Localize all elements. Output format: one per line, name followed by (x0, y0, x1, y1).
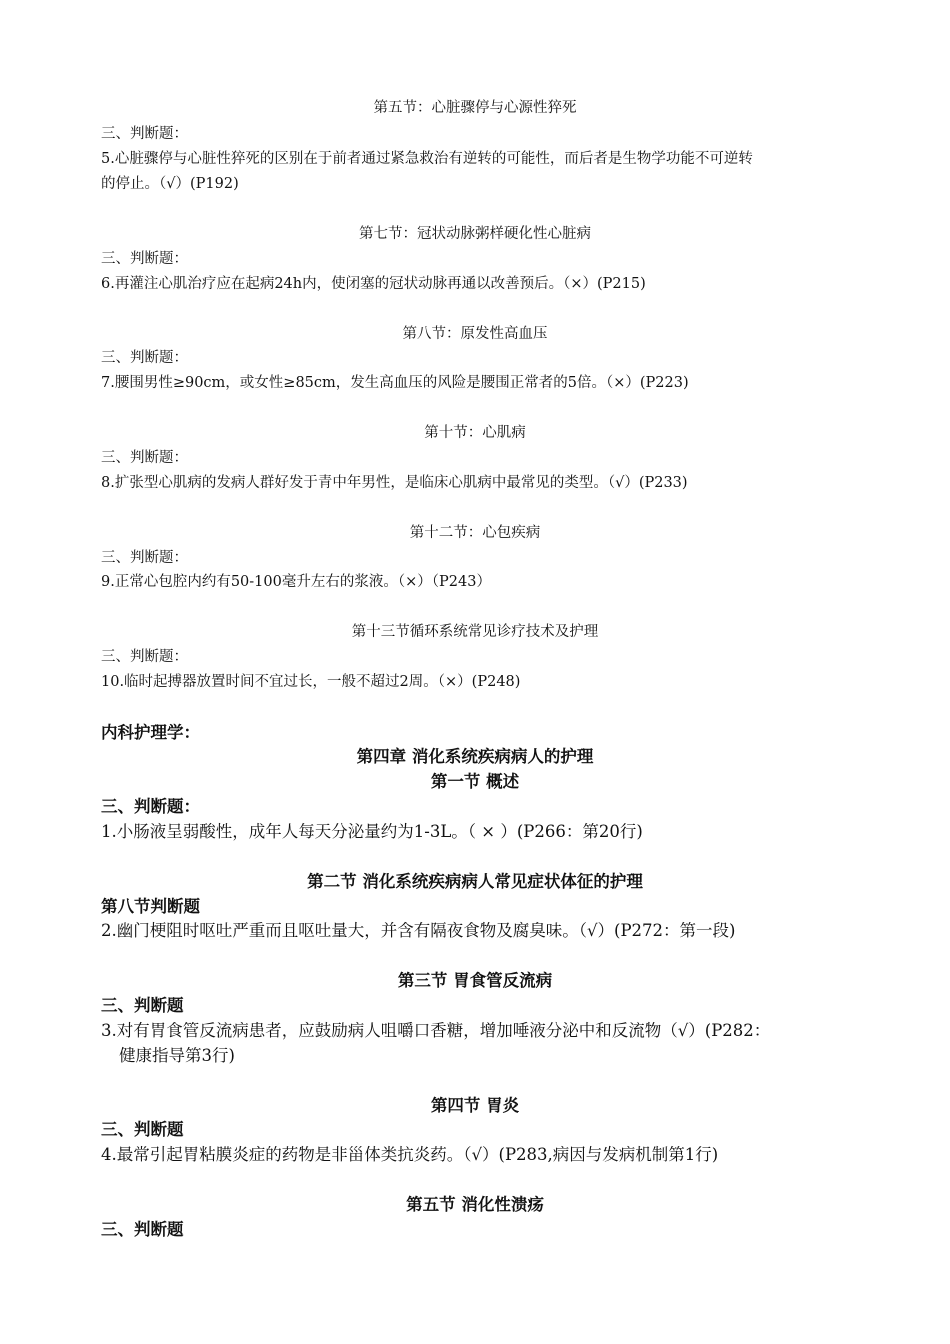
subsection-label: 三、判断题 (101, 1120, 184, 1139)
question-text: 2.幽门梗阻时呕吐严重而且呕吐量大，并含有隔夜食物及腐臭味。（√）(P272：第一段) (101, 921, 736, 940)
question-text: 健康指导第3行) (119, 1046, 235, 1065)
section-heading: 第十三节循环系统常见诊疗技术及护理 (351, 624, 599, 640)
subsection-label: 第八节判断题 (101, 897, 200, 916)
subsection-label: 三、判断题： (101, 350, 188, 366)
section-heading: 第二节 消化系统疾病病人常见症状体征的护理 (307, 872, 643, 891)
subsection-label: 三、判断题 (101, 996, 184, 1015)
section-heading: 第八节：原发性高血压 (402, 326, 548, 342)
section-heading: 第十节：心肌病 (424, 425, 526, 441)
section-heading: 第十二节：心包疾病 (409, 525, 541, 541)
question-text: 8.扩张型心肌病的发病人群好发于青中年男性，是临床心肌病中最常见的类型。（√）(P233) (101, 475, 688, 491)
section-heading: 第三节 胃食管反流病 (397, 971, 553, 990)
question-text: 9.正常心包腔内约有50-100毫升左右的浆液。（×）（P243） (101, 574, 491, 590)
question-text: 5.心脏骤停与心脏性猝死的区别在于前者通过紧急救治有逆转的可能性，而后者是生物学功能不可逆转 (101, 151, 753, 167)
section-heading: 第四节 胃炎 (430, 1096, 520, 1115)
subsection-label: 三、判断题： (101, 251, 188, 267)
chapter-heading: 第四章 消化系统疾病病人的护理 (356, 747, 594, 766)
subsection-label: 三、判断题： (101, 649, 188, 665)
subject-title: 内科护理学： (101, 723, 200, 742)
question-text: 7.腰围男性≥90cm，或女性≥85cm，发生高血压的风险是腰围正常者的5倍。（×）(P223) (101, 375, 689, 391)
subsection-label: 三、判断题： (101, 126, 188, 142)
section-heading: 第一节 概述 (430, 772, 520, 791)
question-text: 的停止。（√）(P192) (101, 176, 239, 192)
question-text: 1.小肠液呈弱酸性，成年人每天分泌量约为1-3L。（ × ）(P266：第20行) (101, 822, 643, 841)
subsection-label: 三、判断题： (101, 550, 188, 566)
question-text: 10.临时起搏器放置时间不宜过长，一般不超过2周。（×）(P248) (101, 674, 521, 690)
question-text: 3.对有胃食管反流病患者，应鼓励病人咀嚼口香糖，增加唾液分泌中和反流物（√）(P282： (101, 1021, 771, 1040)
section-heading: 第五节：心脏骤停与心源性猝死 (373, 100, 577, 116)
section-heading: 第五节 消化性溃疡 (406, 1195, 544, 1214)
subsection-label: 三、判断题 (101, 1220, 184, 1239)
subsection-label: 三、判断题： (101, 797, 200, 816)
question-text: 4.最常引起胃粘膜炎症的药物是非甾体类抗炎药。（√）(P283,病因与发病机制第1行) (101, 1145, 719, 1164)
subsection-label: 三、判断题： (101, 450, 188, 466)
question-text: 6.再灌注心肌治疗应在起病24h内，使闭塞的冠状动脉再通以改善预后。（×）(P215) (101, 276, 646, 292)
section-heading: 第七节：冠状动脉粥样硬化性心脏病 (359, 226, 591, 242)
